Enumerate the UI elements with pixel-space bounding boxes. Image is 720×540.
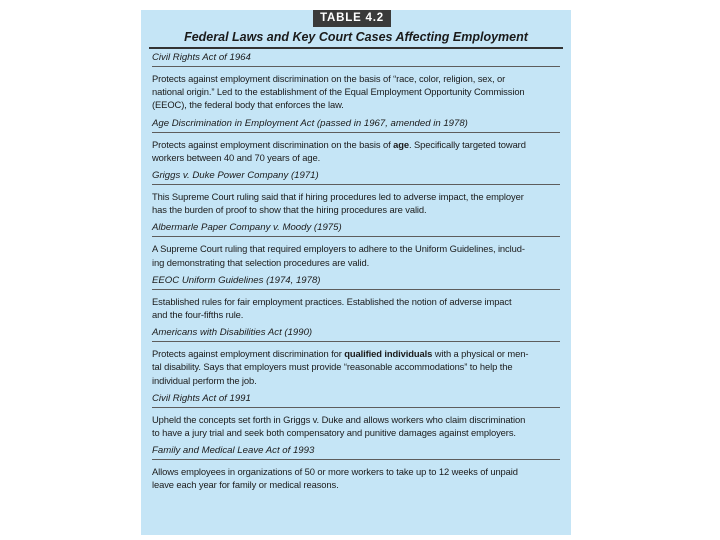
law-entry-heading: Griggs v. Duke Power Company (1971) <box>152 170 319 182</box>
law-entry-description <box>152 242 560 268</box>
law-entry-description <box>152 295 560 321</box>
law-entries-list <box>152 49 560 492</box>
law-entry-description <box>152 190 560 216</box>
law-entry-heading: Age Discrimination in Employment Act (passed in 1967, amended in 1978) <box>152 117 468 129</box>
entry-divider <box>152 132 560 133</box>
entry-divider <box>152 66 560 67</box>
table-number-tag: TABLE 4.2 <box>313 10 391 27</box>
law-entry <box>152 219 560 271</box>
description-line: national origin.” Led to the establishment of the Equal Employment Opportunity Commission <box>152 86 525 98</box>
entry-divider <box>152 289 560 290</box>
law-entry <box>152 49 560 115</box>
law-entry-heading: Civil Rights Act of 1991 <box>152 392 251 404</box>
description-line: Protects against employment discrimination for qualified individuals with a physical or men- <box>152 348 529 360</box>
description-line: This Supreme Court ruling said that if hiring procedures led to adverse impact, the employer <box>152 191 524 203</box>
description-line: individual perform the job. <box>152 374 257 386</box>
law-entry-heading: Americans with Disabilities Act (1990) <box>152 327 313 339</box>
entry-divider <box>152 341 560 342</box>
entry-divider <box>152 236 560 237</box>
description-line: Protects against employment discrimination on the basis of age. Specifically targeted toward <box>152 138 526 150</box>
description-line: workers between 40 and 70 years of age. <box>152 151 321 163</box>
law-entry-description <box>152 413 560 439</box>
table-title: Federal Laws and Key Court Cases Affecting Employment <box>184 30 528 44</box>
description-line: (EEOC), the federal body that enforces the law. <box>152 99 344 111</box>
description-line: Upheld the concepts set forth in Griggs v. Duke and allows workers who claim discrimination <box>152 413 526 425</box>
table-card <box>141 10 571 535</box>
description-line: has the burden of proof to show that the hiring procedures are valid. <box>152 204 427 216</box>
law-entry <box>152 442 560 491</box>
law-entry <box>152 115 560 167</box>
description-line: Allows employees in organizations of 50 or more workers to take up to 12 weeks of unpaid <box>152 466 518 478</box>
description-line: Established rules for fair employment practices. Established the notion of adverse impact <box>152 295 512 307</box>
description-line: ing demonstrating that selection procedures are valid. <box>152 256 370 268</box>
law-entry <box>152 272 560 324</box>
law-entry <box>152 167 560 219</box>
law-entry-description <box>152 347 560 387</box>
law-entry <box>152 390 560 442</box>
law-entry-heading: Civil Rights Act of 1964 <box>152 52 251 63</box>
entry-divider <box>152 459 560 460</box>
description-line: leave each year for family or medical reasons. <box>152 479 339 491</box>
description-line: Protects against employment discrimination on the basis of “race, color, religion, sex, or <box>152 73 506 84</box>
description-line: and the four-fifths rule. <box>152 309 244 321</box>
description-line: tal disability. Says that employers must provide “reasonable accommodations” to help the <box>152 361 513 373</box>
law-entry-heading: Albermarle Paper Company v. Moody (1975) <box>152 222 342 234</box>
law-entry-description <box>152 138 560 164</box>
entry-divider <box>152 407 560 408</box>
law-entry-heading: Family and Medical Leave Act of 1993 <box>152 445 315 457</box>
description-line: to have a jury trial and seek both compensatory and punitive damages against employers. <box>152 427 516 439</box>
law-entry-description <box>152 465 560 491</box>
law-entry-heading: EEOC Uniform Guidelines (1974, 1978) <box>152 274 321 286</box>
description-line: A Supreme Court ruling that required employers to adhere to the Uniform Guidelines, includ- <box>152 243 525 255</box>
law-entry <box>152 324 560 390</box>
entry-divider <box>152 184 560 185</box>
law-entry-description <box>152 72 560 112</box>
